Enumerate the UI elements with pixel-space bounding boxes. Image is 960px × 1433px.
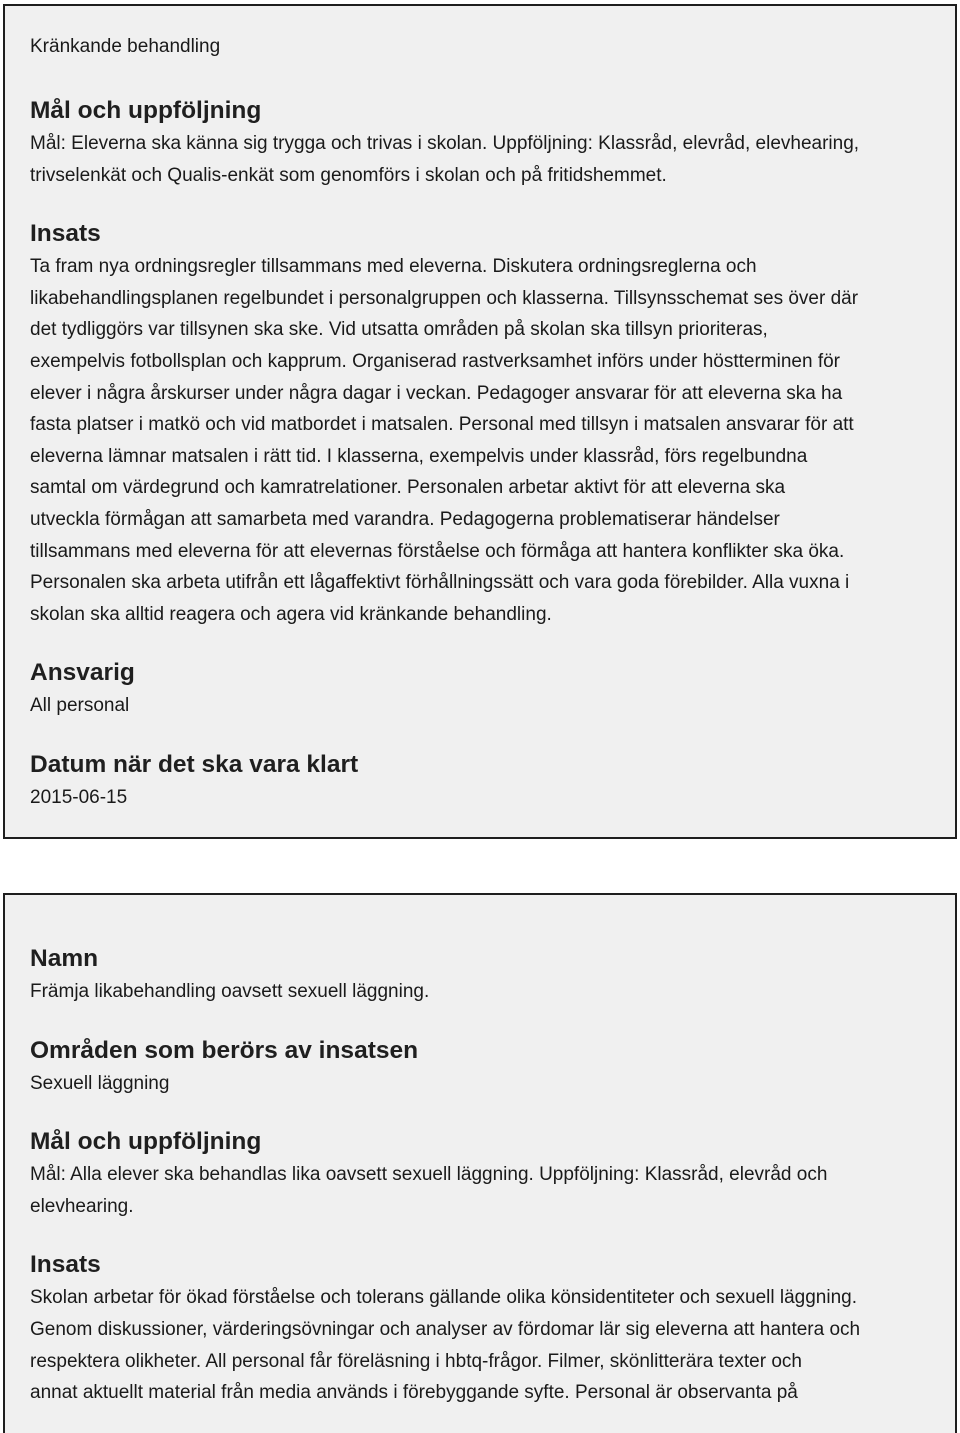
measure-box-krankande [3, 4, 957, 839]
section-datum [30, 749, 933, 814]
heading-ansvarig: Ansvarig [30, 659, 135, 687]
heading-namn: Namn [30, 945, 99, 972]
heading-insats: Insats [30, 220, 101, 248]
text-mal-2: Mål: Alla elever ska behandlas lika oavsett sexuell läggning. Uppföljning: Klassråd, elevråd och elevhearing. [30, 1164, 828, 1217]
text-datum: 2015-06-15 [30, 786, 128, 808]
heading-datum: Datum när det ska vara klart [30, 750, 359, 778]
section-type-label: Kränkande behandling [30, 36, 221, 57]
text-insats-2: Skolan arbetar för ökad förståelse och tolerans gällande olika könsidentiteter och sexuell läggning. Genom diskussioner, värderingsövningar och analyser av fördomar lär sig eleverna att hantera och respektera olikheter. All personal får föreläsning i hbtq-frågor. Filmer, skönlitterära texter och annat aktuellt material från media används i förebyggande syfte. Personal är observanta på [30, 1287, 861, 1404]
section-ansvarig [30, 657, 933, 722]
text-omraden: Sexuell läggning [30, 1072, 170, 1094]
section-omraden [30, 1035, 933, 1100]
heading-mal: Mål och uppföljning [30, 97, 262, 124]
section-insats-2 [30, 1249, 933, 1408]
text-insats: Ta fram nya ordningsregler tillsammans med eleverna. Diskutera ordningsreglerna och likabehandlingsplanen regelbundet i personalgruppen och klasserna. Tillsynsschemat ses över där det tydliggörs var tillsynen ska ske. Vid utsatta områden på skolan ska tillsyn prioriteras, exempelvis fotbollsplan och kapprum. Organiserad rastverksamhet införs under höstterminen för elever i några årskurser under några dagar i veckan. Pedagoger ansvarar för att eleverna ska ha fasta platser i matkö och vid matbordet i matsalen. Personal med tillsyn i matsalen ansvarar för att eleverna lämnar matsalen i rätt tid. I klasserna, exempelvis under klassråd, förs regelbundna samtal om värdegrund och kamratrelationer. Personalen arbetar aktivt för att eleverna ska utveckla förmågan att samarbeta med varandra. Pedagogerna problematiserar händelser tillsammans med eleverna för att elevernas förståelse och förmåga att hantera konflikter ska öka. Personalen ska arbeta utifrån ett lågaffektivt förhållningssätt och vara goda förebilder. Alla vuxna i skolan ska alltid reagera och agera vid kränkande behandling. [30, 256, 859, 625]
heading-omraden: Områden som berörs av insatsen [30, 1036, 419, 1064]
heading-insats-2: Insats [30, 1251, 101, 1279]
section-insats [30, 218, 933, 630]
section-namn [30, 943, 933, 1008]
section-mal-2 [30, 1126, 933, 1222]
text-mal: Mål: Eleverna ska känna sig trygga och trivas i skolan. Uppföljning: Klassråd, elevråd, elevhearing, trivselenkät och Qualis-enkät som genomförs i skolan och på fritidshemmet. [30, 133, 860, 186]
text-ansvarig: All personal [30, 695, 130, 717]
measure-box-sexuell-laggning [3, 893, 957, 1433]
heading-mal-2: Mål och uppföljning [30, 1128, 262, 1156]
section-mal [30, 95, 933, 191]
text-namn: Främja likabehandling oavsett sexuell läggning. [30, 981, 430, 1002]
